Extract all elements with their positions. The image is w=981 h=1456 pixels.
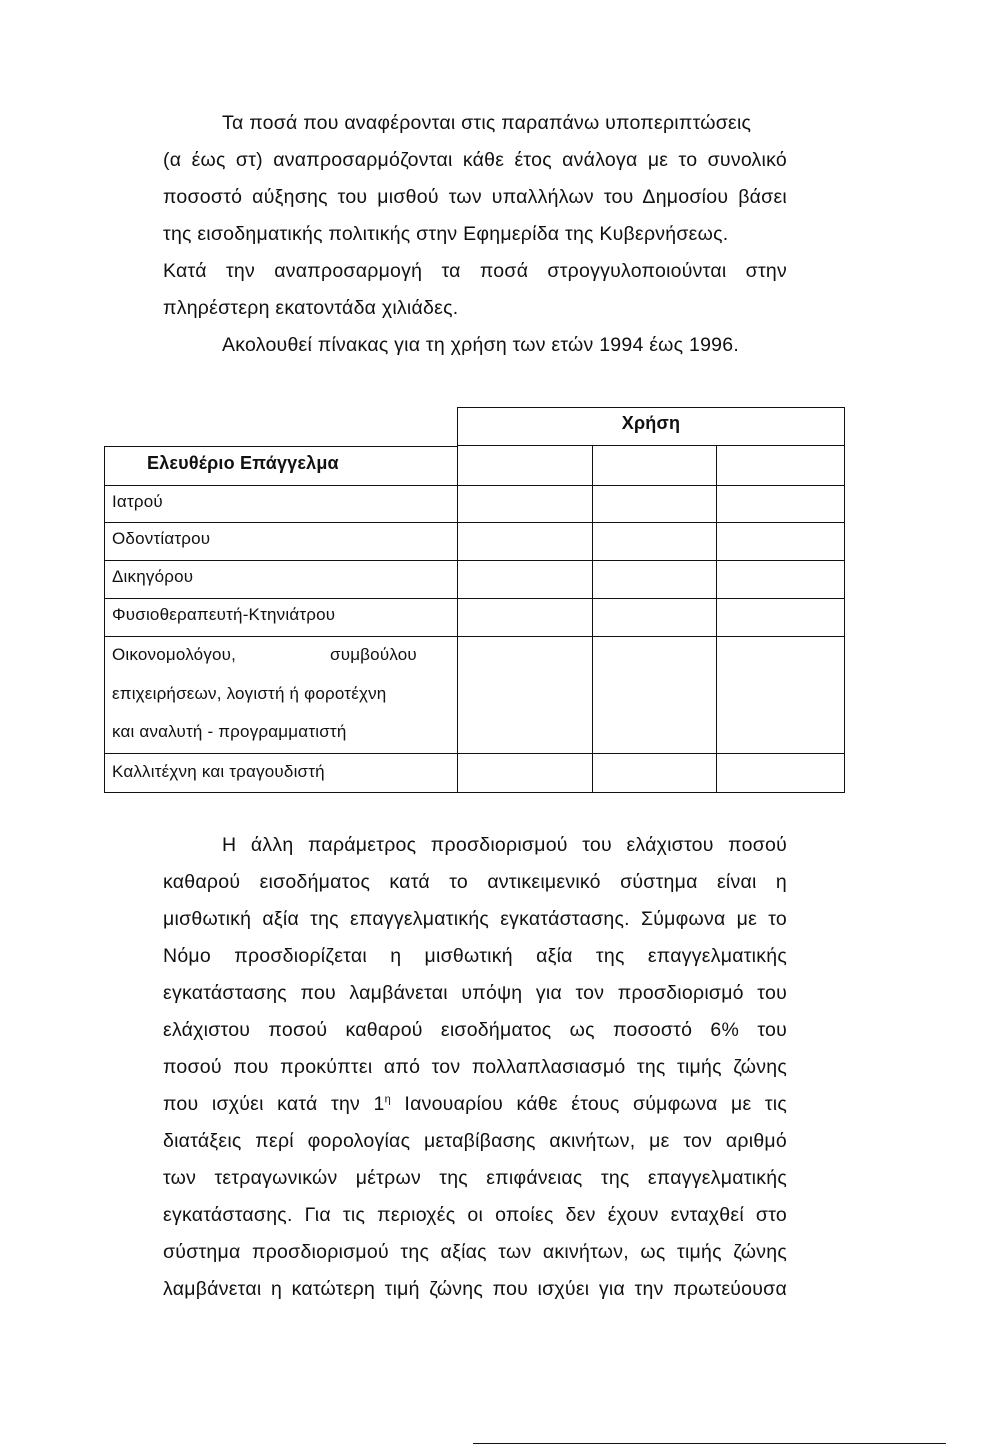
body-line-10: των τετραγωνικών μέτρων της επιφάνειας της επαγγελματικής xyxy=(163,1167,787,1189)
superscript-eta: η xyxy=(384,1093,391,1106)
body-line-1: Η άλλη παράμετρος προσδιορισμού του ελάχιστου ποσού xyxy=(222,834,787,856)
body-line-2: καθαρού εισοδήματος κατά το αντικειμενικό σύστημα είναι η xyxy=(163,871,787,893)
table-rule xyxy=(104,485,845,486)
table-rule xyxy=(457,407,458,793)
table-rule xyxy=(104,560,845,561)
row-label-lawyer: Δικηγόρου xyxy=(112,567,194,586)
profession-header: Ελευθέριο Επάγγελμα xyxy=(147,453,339,473)
intro-line-6: πληρέστερη εκατοντάδα χιλιάδες. xyxy=(163,297,459,319)
table-rule xyxy=(104,446,457,447)
body-line-8-after: Ιανουαρίου κάθε έτους σύμφωνα με τις xyxy=(390,1093,788,1115)
footer-rule xyxy=(473,1443,946,1444)
row-label-dentist: Οδοντίατρου xyxy=(112,529,211,548)
table-intro: Ακολουθεί πίνακας για τη χρήση των ετών 1994 έως 1996. xyxy=(222,334,740,356)
table-rule xyxy=(104,792,845,793)
body-line-8-before: που ισχύει κατά την 1 xyxy=(163,1093,385,1115)
intro-line-5: Κατά την αναπροσαρμογή τα ποσά στρογγυλοποιούνται στην xyxy=(163,260,787,282)
row-label-physio-vet: Φυσιοθεραπευτή-Κτηνιάτρου xyxy=(112,605,336,624)
body-line-11: εγκατάστασης. Για τις περιοχές οι οποίες δεν έχουν ενταχθεί στο xyxy=(163,1204,787,1226)
table-rule xyxy=(104,753,845,754)
intro-line-1: Τα ποσά που αναφέρονται στις παραπάνω υποπεριπτώσεις xyxy=(222,112,752,134)
row-label-doctor: Ιατρού xyxy=(112,492,163,511)
row-label-economist-part3: και αναλυτή - προγραμματιστή xyxy=(112,722,347,741)
intro-line-4: της εισοδηματικής πολιτικής στην Εφημερίδα της Κυβερνήσεως. xyxy=(163,223,729,245)
intro-line-2: (α έως στ) αναπροσαρμόζονται κάθε έτος ανάλογα με το συνολικό xyxy=(163,149,787,171)
body-line-4: Νόμο προσδιορίζεται η μισθωτική αξία της επαγγελματικής xyxy=(163,945,787,967)
intro-line-3: ποσοστό αύξησης του μισθού των υπαλλήλων του Δημοσίου βάσει xyxy=(163,186,787,208)
body-line-8 xyxy=(163,1092,787,1116)
body-line-13: λαμβάνεται η κατώτερη τιμή ζώνης που ισχύει για την πρωτεύουσα xyxy=(163,1278,787,1300)
body-line-3: μισθωτική αξία της επαγγελματικής εγκατάστασης. Σύμφωνα με το xyxy=(163,908,787,930)
table-rule xyxy=(844,407,845,793)
table-rule xyxy=(457,407,845,408)
table-rule xyxy=(104,598,845,599)
table-rule xyxy=(457,445,845,446)
row-label-economist-part2: επιχειρήσεων, λογιστή ή φοροτέχνη xyxy=(112,684,387,703)
table-rule xyxy=(104,522,845,523)
row-label-economist-part1-right: συμβούλου xyxy=(330,645,417,664)
row-label-artist: Καλλιτέχνη και τραγουδιστή xyxy=(112,762,325,781)
body-line-6: ελάχιστου ποσού καθαρού εισοδήματος ως ποσοστό 6% του xyxy=(163,1019,787,1041)
body-line-7: ποσού που προκύπτει από τον πολλαπλασιασμό της τιμής ζώνης xyxy=(163,1056,787,1078)
row-label-economist-part1: Οικονομολόγου, xyxy=(112,645,237,664)
table-rule xyxy=(104,446,105,793)
body-line-5: εγκατάστασης που λαμβάνεται υπόψη για τον προσδιορισμό του xyxy=(163,982,787,1004)
table-rule xyxy=(104,636,845,637)
table-rule xyxy=(716,446,717,793)
table-rule xyxy=(592,446,593,793)
body-line-12: σύστημα προσδιορισμού της αξίας των ακινήτων, ως τιμής ζώνης xyxy=(163,1241,787,1263)
year-header: Χρήση xyxy=(621,413,681,433)
body-line-9: διατάξεις περί φορολογίας μεταβίβασης ακινήτων, με τον αριθμό xyxy=(163,1130,787,1152)
